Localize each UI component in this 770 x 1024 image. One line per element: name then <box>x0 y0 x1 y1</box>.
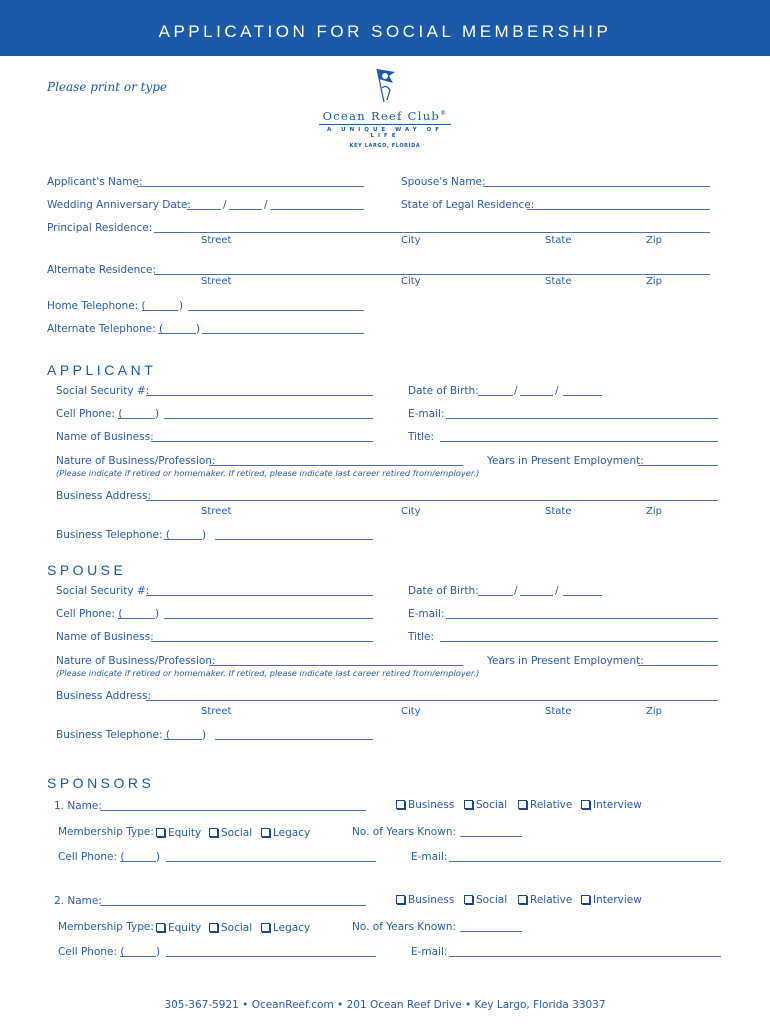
sponsor2-email-label: E-mail: <box>411 946 448 958</box>
city-caption: City <box>401 235 421 246</box>
logo-location: KEY LARGO, FLORIDA <box>349 143 421 149</box>
paren: ) <box>202 529 207 541</box>
sponsor1-cell-label: Cell Phone: ( <box>58 851 125 863</box>
alt-phone-field[interactable] <box>202 333 364 334</box>
applicant-business-address-field[interactable] <box>146 500 718 501</box>
state-caption: State <box>545 235 572 246</box>
sponsor2-name-field[interactable] <box>100 905 366 906</box>
applicant-email-label: E-mail: <box>408 408 445 420</box>
sponsor1-interview-checkbox[interactable]: Interview <box>581 799 642 811</box>
alternate-residence-field[interactable] <box>154 274 710 275</box>
logo-divider <box>319 124 451 125</box>
applicant-cell-label: Cell Phone: ( <box>56 408 123 420</box>
paren: ) <box>179 300 184 312</box>
spouse-business-phone-area-field[interactable] <box>164 739 202 740</box>
spouse-ssn-field[interactable] <box>146 595 373 596</box>
zip-caption: Zip <box>646 276 662 287</box>
slash: / <box>223 199 227 211</box>
slash: / <box>264 199 268 211</box>
wedding-month-field[interactable] <box>187 209 221 210</box>
sponsor2-social-type-checkbox[interactable]: Social <box>209 922 252 934</box>
spouse-dob-year-field[interactable] <box>563 595 602 596</box>
sponsor1-years-label: No. of Years Known: <box>352 826 457 838</box>
sponsor2-email-field[interactable] <box>449 956 721 957</box>
sponsor1-years-field[interactable] <box>460 836 522 837</box>
spouse-nature-field[interactable] <box>209 665 463 666</box>
sponsor2-cell-field[interactable] <box>166 956 376 957</box>
spouse-name-field[interactable] <box>483 186 710 187</box>
applicant-title-label: Title: <box>408 431 435 443</box>
paren: ) <box>156 946 161 958</box>
home-phone-label: Home Telephone: ( <box>47 300 146 312</box>
spouse-years-label: Years in Present Employment: <box>487 655 644 667</box>
logo-name: Ocean Reef Club® <box>322 109 448 123</box>
retired-note: (Please indicate if retired or homemaker. If retired, please indicate last career retired from/employer.) <box>56 668 480 678</box>
paren: ) <box>155 408 160 420</box>
state-caption: State <box>545 276 572 287</box>
sponsor1-cell-field[interactable] <box>166 861 376 862</box>
zip-caption: Zip <box>646 506 662 517</box>
applicant-years-label: Years in Present Employment: <box>487 455 644 467</box>
sponsor1-email-field[interactable] <box>449 861 721 862</box>
spouse-title-field[interactable] <box>440 641 718 642</box>
applicant-nature-field[interactable] <box>209 465 463 466</box>
sponsor2-business-checkbox[interactable]: Business <box>396 894 454 906</box>
principal-residence-label: Principal Residence: <box>47 222 153 234</box>
sponsor1-legacy-checkbox[interactable]: Legacy <box>261 827 310 839</box>
wedding-date-label: Wedding Anniversary Date: <box>47 199 191 211</box>
street-caption: Street <box>201 276 232 287</box>
applicant-nature-label: Nature of Business/Profession: <box>56 455 216 467</box>
slash: / <box>555 385 559 397</box>
print-instruction: Please print or type <box>47 80 168 94</box>
slash: / <box>514 585 518 597</box>
state-residence-field[interactable] <box>527 209 710 210</box>
spouse-years-field[interactable] <box>638 665 718 666</box>
paren: ) <box>202 729 207 741</box>
applicant-business-name-field[interactable] <box>151 441 373 442</box>
sponsor1-social-type-checkbox[interactable]: Social <box>209 827 252 839</box>
city-caption: City <box>401 506 421 517</box>
home-phone-field[interactable] <box>188 310 364 311</box>
footer-contact: 305-367-5921 • OceanReef.com • 201 Ocean Reef Drive • Key Largo, Florida 33037 <box>164 999 606 1011</box>
spouse-business-phone-field[interactable] <box>215 739 373 740</box>
spouse-name-label: Spouse's Name: <box>401 176 486 188</box>
sponsor1-name-field[interactable] <box>100 810 366 811</box>
spouse-cell-label: Cell Phone: ( <box>56 608 123 620</box>
paren: ) <box>155 608 160 620</box>
zip-caption: Zip <box>646 706 662 717</box>
applicant-business-address-label: Business Address: <box>56 490 151 502</box>
spouse-dob-month-field[interactable] <box>478 595 513 596</box>
alt-phone-label: Alternate Telephone: ( <box>47 323 164 335</box>
applicant-ssn-label: Social Security #: <box>56 385 150 397</box>
zip-caption: Zip <box>646 235 662 246</box>
paren: ) <box>196 323 201 335</box>
city-caption: City <box>401 706 421 717</box>
home-phone-area-field[interactable] <box>142 310 178 311</box>
spouse-title-label: Title: <box>408 631 435 643</box>
street-caption: Street <box>201 706 232 717</box>
sponsor2-social-checkbox[interactable]: Social <box>464 894 507 906</box>
alternate-residence-label: Alternate Residence: <box>47 264 157 276</box>
spouse-dob-day-field[interactable] <box>520 595 553 596</box>
applicant-heading: APPLICANT <box>47 362 157 378</box>
spouse-email-label: E-mail: <box>408 608 445 620</box>
sponsor1-equity-checkbox[interactable]: Equity <box>156 827 201 839</box>
sponsor1-email-label: E-mail: <box>411 851 448 863</box>
state-residence-label: State of Legal Residence: <box>401 199 535 211</box>
applicant-name-field[interactable] <box>137 186 364 187</box>
sponsor1-business-checkbox[interactable]: Business <box>396 799 454 811</box>
applicant-years-field[interactable] <box>638 465 718 466</box>
street-caption: Street <box>201 506 232 517</box>
sponsor2-equity-checkbox[interactable]: Equity <box>156 922 201 934</box>
spouse-business-address-label: Business Address: <box>56 690 151 702</box>
sponsor2-membership-label: Membership Type: <box>58 921 154 933</box>
sponsor1-name-label: 1. Name: <box>54 800 102 812</box>
applicant-email-field[interactable] <box>446 418 718 419</box>
applicant-business-phone-area-field[interactable] <box>164 539 202 540</box>
spouse-cell-field[interactable] <box>164 618 373 619</box>
sponsor2-cell-label: Cell Phone: ( <box>58 946 125 958</box>
spouse-dob-label: Date of Birth: <box>408 585 479 597</box>
applicant-business-phone-label: Business Telephone: ( <box>56 529 170 541</box>
slash: / <box>555 585 559 597</box>
sponsor2-years-label: No. of Years Known: <box>352 921 457 933</box>
retired-note: (Please indicate if retired or homemaker. If retired, please indicate last career retired from/employer.) <box>56 468 480 478</box>
alt-phone-area-field[interactable] <box>158 333 196 334</box>
sponsor1-relative-checkbox[interactable]: Relative <box>518 799 572 811</box>
spouse-cell-area-field[interactable] <box>118 618 155 619</box>
spouse-heading: SPOUSE <box>47 562 127 578</box>
applicant-business-phone-field[interactable] <box>215 539 373 540</box>
sponsor2-legacy-checkbox[interactable]: Legacy <box>261 922 310 934</box>
spouse-business-name-field[interactable] <box>151 641 373 642</box>
ocean-reef-logo <box>315 66 455 156</box>
wedding-year-field[interactable] <box>270 209 364 210</box>
applicant-dob-year-field[interactable] <box>563 395 602 396</box>
logo-tagline: A UNIQUE WAY OF LIFE <box>327 127 443 139</box>
applicant-business-name-label: Name of Business: <box>56 431 154 443</box>
slash: / <box>514 385 518 397</box>
paren: ) <box>156 851 161 863</box>
spouse-email-field[interactable] <box>446 618 718 619</box>
spouse-ssn-label: Social Security #: <box>56 585 150 597</box>
sponsor1-cell-area-field[interactable] <box>120 861 156 862</box>
applicant-ssn-field[interactable] <box>146 395 373 396</box>
applicant-dob-month-field[interactable] <box>478 395 513 396</box>
principal-residence-field[interactable] <box>154 232 710 233</box>
sponsor2-relative-checkbox[interactable]: Relative <box>518 894 572 906</box>
applicant-dob-label: Date of Birth: <box>408 385 479 397</box>
applicant-name-label: Applicant's Name: <box>47 176 143 188</box>
flag-golfer-icon <box>370 66 400 104</box>
sponsor2-interview-checkbox[interactable]: Interview <box>581 894 642 906</box>
sponsor1-membership-label: Membership Type: <box>58 826 154 838</box>
sponsor2-years-field[interactable] <box>460 931 522 932</box>
spouse-business-phone-label: Business Telephone: ( <box>56 729 170 741</box>
city-caption: City <box>401 276 421 287</box>
applicant-dob-day-field[interactable] <box>520 395 553 396</box>
form-title: APPLICATION FOR SOCIAL MEMBERSHIP <box>0 0 770 56</box>
sponsor1-social-checkbox[interactable]: Social <box>464 799 507 811</box>
applicant-title-field[interactable] <box>440 441 718 442</box>
sponsor2-cell-area-field[interactable] <box>120 956 156 957</box>
applicant-cell-area-field[interactable] <box>118 418 155 419</box>
street-caption: Street <box>201 235 232 246</box>
spouse-nature-label: Nature of Business/Profession: <box>56 655 216 667</box>
state-caption: State <box>545 706 572 717</box>
sponsors-heading: SPONSORS <box>47 775 155 791</box>
wedding-day-field[interactable] <box>229 209 262 210</box>
applicant-cell-field[interactable] <box>164 418 373 419</box>
spouse-business-address-field[interactable] <box>146 700 718 701</box>
spouse-business-name-label: Name of Business: <box>56 631 154 643</box>
state-caption: State <box>545 506 572 517</box>
sponsor2-name-label: 2. Name: <box>54 895 102 907</box>
